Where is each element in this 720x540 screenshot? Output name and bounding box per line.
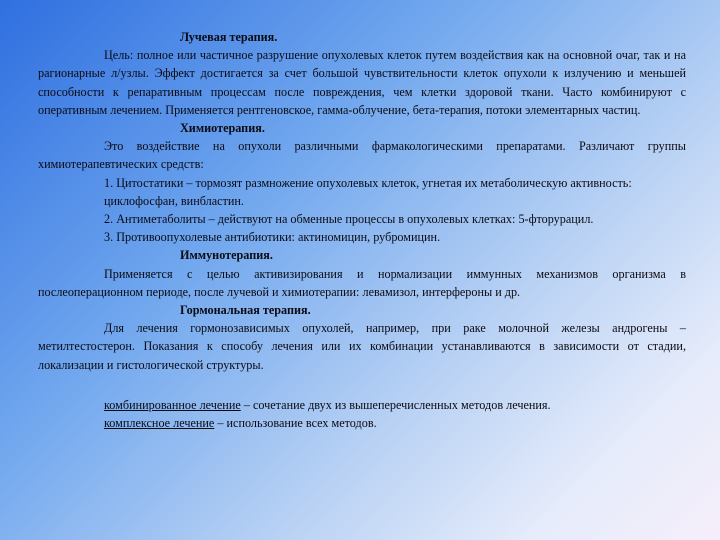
immuno-text: Применяется с целью активизирования и нормализации иммунных механизмов организма в послеоперационном периоде, после лучевой и химиотерапии: левамизол, интерфероны и др.: [38, 266, 686, 299]
hormonal-heading: Гормональная терапия.: [180, 303, 311, 318]
definition-combined: [38, 396, 686, 414]
hormonal-text: Для лечения гормонозависимых опухолей, например, при раке молочной железы андрогены – метилтестостерон. Показания к способу лечения или их комбинации устанавливаются в зависимости от стадии, локализации и гистологической структуры.: [38, 321, 686, 372]
radiation-text: Цель: полное или частичное разрушение опухолевых клеток путем воздействия как на основной очаг, так и на рагионарные л/узлы. Эффект достигается за счет большой чувствительности клеток опухоли к излучению и меньшей способности к репаративным процессам после повреждения, чем клетки здоровой ткани. Часто комбинируют с оперативным лечением. Применяется рентгеновское, гамма-облучение, бета-терапия, потоки элементарных частиц.: [38, 48, 686, 117]
chemo-item-3: 3. Противоопухолевые антибиотики: актиномицин, рубромицин.: [104, 230, 441, 245]
spacer: [38, 374, 686, 396]
immuno-heading: Иммунотерапия.: [180, 248, 273, 263]
definition-complex-text: – использование всех методов.: [214, 416, 377, 431]
definition-complex: [38, 414, 686, 432]
radiation-heading: Лучевая терапия.: [180, 30, 278, 44]
definition-combined-term: комбинированное лечение: [104, 397, 241, 412]
chemo-item-1: 1. Цитостатики – тормозят размножение опухолевых клеток, угнетая их метаболическую активность: циклофосфан, винбластин.: [104, 175, 632, 208]
chemo-text: Это воздействие на опухоли различными фармакологическими препаратами. Различают группы химиотерапевтических средств:: [38, 139, 686, 172]
chemo-item-2: 2. Антиметаболиты – действуют на обменные процессы в опухолевых клетках: 5-фторурацил.: [104, 212, 594, 227]
slide-content: [38, 28, 686, 432]
definition-combined-text: – сочетание двух из вышеперечисленных методов лечения.: [240, 397, 551, 412]
chemo-heading: Химиотерапия.: [180, 121, 265, 136]
definition-complex-term: комплексное лечение: [104, 416, 215, 431]
